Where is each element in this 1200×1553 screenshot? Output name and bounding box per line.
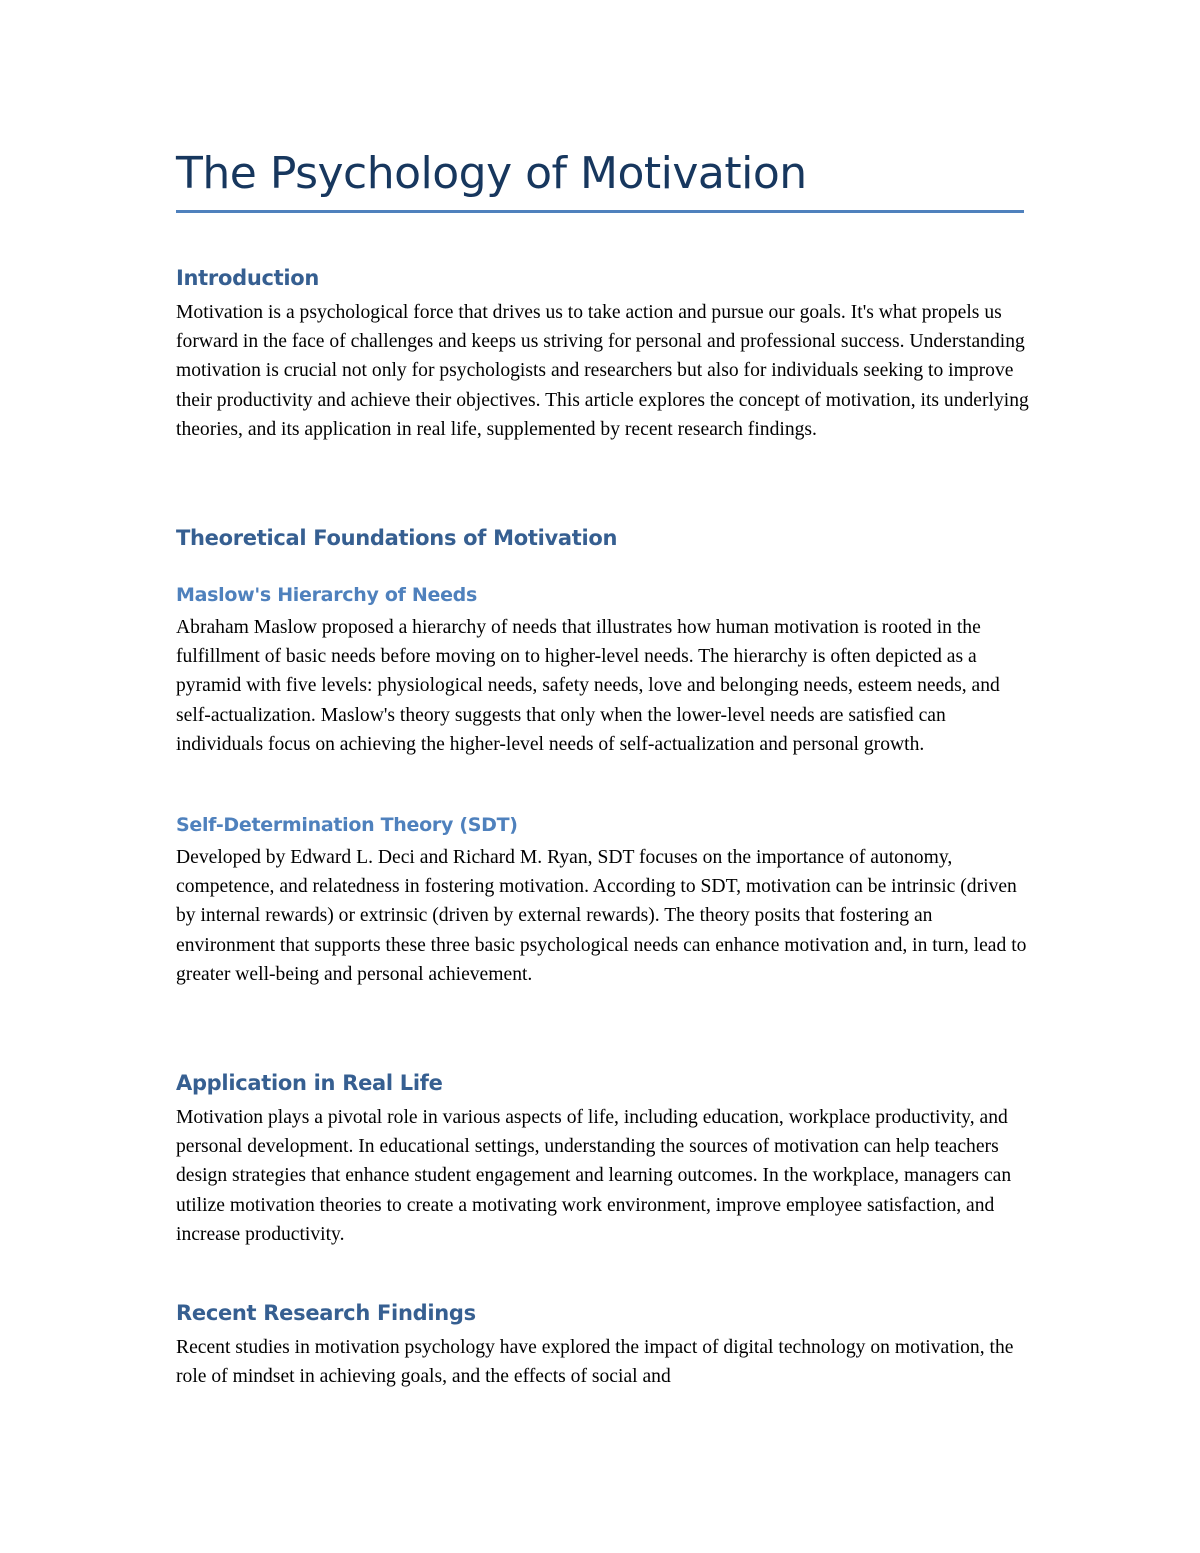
document-title: The Psychology of Motivation	[176, 148, 807, 199]
title-underline	[176, 210, 1024, 213]
heading-sdt: Self-Determination Theory (SDT)	[176, 814, 518, 836]
paragraph-recent-research: Recent studies in motivation psychology have explored the impact of digital technology on motivation, the role of mindset in achieving goals, and the effects of social and	[176, 1337, 1014, 1388]
heading-theoretical-foundations: Theoretical Foundations of Motivation	[176, 526, 618, 550]
paragraph-introduction: Motivation is a psychological force that drives us to take action and pursue our goals. It's what propels us forward in the face of challenges and keeps us striving for personal and professional success. Understanding motivation is crucial not only for psychologists and researchers but also for individuals seeking to improve their productivity and achieve their objectives. This article explores the concept of motivation, its underlying theories, and its application in real life, supplemented by recent research findings.	[176, 302, 1029, 440]
paragraph-sdt: Developed by Edward L. Deci and Richard M. Ryan, SDT focuses on the importance of autonomy, competence, and relatedness in fostering motivation. According to SDT, motivation can be intrinsic (driven by internal rewards) or extrinsic (driven by external rewards). The theory posits that fostering an environment that supports these three basic psychological needs can enhance motivation and, in turn, lead to greater well-being and personal achievement.	[176, 847, 1027, 985]
heading-application: Application in Real Life	[176, 1071, 443, 1095]
paragraph-maslow: Abraham Maslow proposed a hierarchy of needs that illustrates how human motivation is rooted in the fulfillment of basic needs before moving on to higher-level needs. The hierarchy is often depicted as a pyramid with five levels: physiological needs, safety needs, love and belonging needs, esteem needs, and self-actualization. Maslow's theory suggests that only when the lower-level needs are satisfied can individuals focus on achieving the higher-level needs of self-actualization and personal growth.	[176, 617, 1000, 755]
heading-introduction: Introduction	[176, 266, 320, 290]
heading-recent-research: Recent Research Findings	[176, 1301, 476, 1325]
heading-maslow: Maslow's Hierarchy of Needs	[176, 584, 477, 606]
paragraph-application: Motivation plays a pivotal role in various aspects of life, including education, workplace productivity, and personal development. In educational settings, understanding the sources of motivation can help teachers design strategies that enhance student engagement and learning outcomes. In the workplace, managers can utilize motivation theories to create a motivating work environment, improve employee satisfaction, and increase productivity.	[176, 1107, 1012, 1245]
